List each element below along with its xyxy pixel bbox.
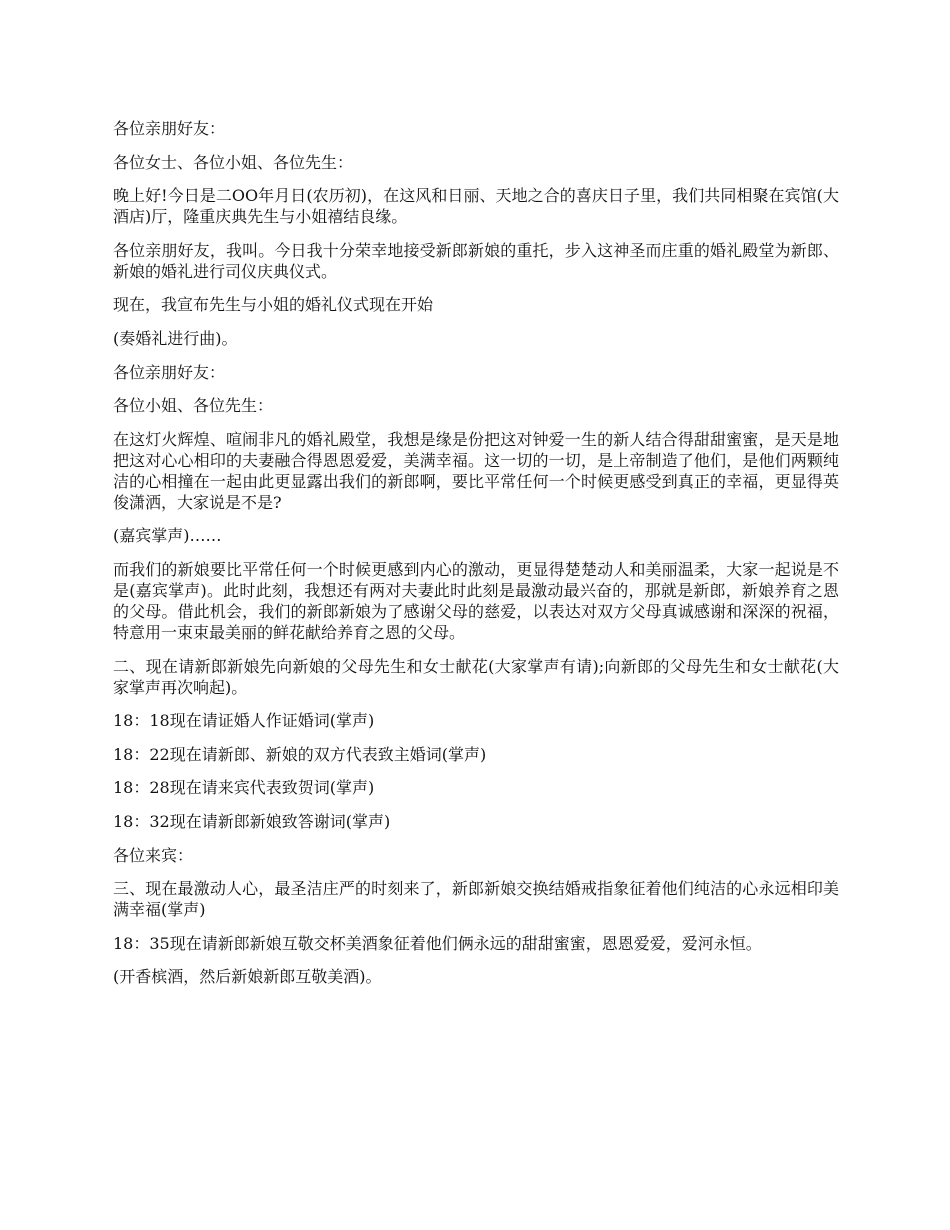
schedule-item: 18：28现在请来宾代表致贺词(掌声) [113,778,375,798]
paragraph: 三、现在最激动人心，最圣洁庄严的时刻来了，新郎新娘交换结婚戒指象征着他们纯洁的心永远相印美满幸福(掌声) [113,879,839,920]
paragraph: 晚上好!今日是二OO年月日(农历初)，在这风和日丽、天地之合的喜庆日子里，我们共同相聚在宾馆(大酒店)厅，隆重庆典先生与小姐禧结良缘。 [113,186,839,227]
schedule-item: 18：22现在请新郎、新娘的双方代表致主婚词(掌声) [113,744,487,764]
paragraph: 各位亲朋好友，我叫。今日我十分荣幸地接受新郎新娘的重托，步入这神圣而庄重的婚礼殿堂为新郎、新娘的婚礼进行司仪庆典仪式。 [113,240,839,281]
paragraph: 而我们的新娘要比平常任何一个时候更感到内心的激动，更显得楚楚动人和美丽温柔，大家一起说是不是(嘉宾掌声)。此时此刻，我想还有两对夫妻此时此刻是最激动最兴奋的，那就是新郎，新娘养育之恩的父母。借此机会，我们的新郎新娘为了感谢父母的慈爱，以表达对双方父母真诚感谢和深深的祝福，特意用一束束最美丽的鲜花献给养育之恩的父母。 [113,559,839,642]
greeting-line: 各位亲朋好友： [113,119,226,138]
stage-direction: (奏婚礼进行曲)。 [113,328,238,348]
greeting-line: 各位来宾： [113,845,194,865]
paragraph: 在这灯火辉煌、喧闹非凡的婚礼殿堂，我想是缘是份把这对钟爱一生的新人结合得甜甜蜜蜜，是天是地把这对心心相印的夫妻融合得恩恩爱爱，美满幸福。这一切的一切，是上帝制造了他们，是他们两颗纯洁的心相撞在一起由此更显露出我们的新郎啊，要比平常任何一个时候更感受到真正的幸福，更显得英俊潇洒，大家说是不是? [113,429,839,512]
schedule-item: 18：32现在请新郎新娘致答谢词(掌声) [113,811,391,831]
schedule-item: 18：18现在请证婚人作证婚词(掌声) [113,711,375,731]
greeting-line: 各位女士、各位小姐、各位先生： [113,152,354,172]
stage-direction: (嘉宾掌声)…… [113,526,222,546]
greeting-line: 各位亲朋好友： [113,362,226,382]
document-body [113,118,839,1000]
greeting-line: 各位小姐、各位先生： [113,396,274,416]
paragraph: 现在，我宣布先生与小姐的婚礼仪式现在开始 [113,295,434,315]
paragraph: 二、现在请新郎新娘先向新娘的父母先生和女士献花(大家掌声有请);向新郎的父母先生和女士献花(大家掌声再次响起)。 [113,656,839,697]
schedule-item: 18：35现在请新郎新娘互敬交杯美酒象征着他们俩永远的甜甜蜜蜜，恩恩爱爱，爱河永恒。 [113,933,762,953]
stage-direction: (开香槟酒，然后新娘新郎互敬美酒)。 [113,967,382,987]
